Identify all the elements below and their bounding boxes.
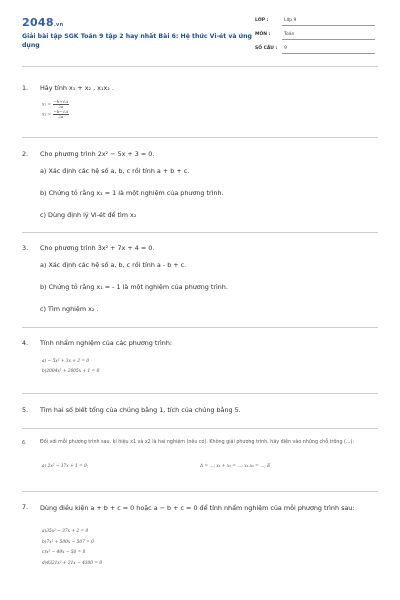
sub-question-a: a) Xác định các hệ số a, b, c rồi tính a - b + c.: [40, 261, 187, 269]
sub-question-b: b) Chứng tỏ rằng x₁ = 1 là một nghiệm của phương trình.: [40, 189, 224, 197]
sub-question-c: c) Dùng định lý Vi-ét để tìm x₂: [40, 211, 137, 219]
equation: d)4321x² + 21x − 4300 = 0: [42, 560, 103, 566]
fraction: [53, 110, 70, 119]
question-number: 1.: [22, 84, 29, 92]
question-text: Dùng điều kiện a + b + c = 0 hoặc a − b + c = 0 để tính nhẩm nghiệm của mỗi phương trình sau:: [40, 504, 355, 512]
formula-label: x₂ =: [42, 112, 52, 118]
logo-text: 2048: [22, 16, 54, 29]
meta-row-subject: [255, 29, 375, 43]
meta-info: [255, 15, 375, 57]
formula-label: x₁ =: [42, 102, 52, 108]
question-text: Đối với mỗi phương trình sau, kí hiệu x1 và x2 là hai nghiệm (nếu có). Không giải phương trình, hãy điền vào những chỗ trống (...):: [40, 440, 354, 445]
section-divider: [22, 232, 378, 233]
meta-underline: [282, 25, 375, 26]
question-number: 7.: [22, 503, 29, 511]
equation: b)2004x² + 2005x + 1 = 0: [42, 369, 100, 374]
question-text: Tính nhẩm nghiệm của các phương trình:: [40, 339, 173, 347]
equation: c)x² − 49x − 50 = 0: [42, 550, 86, 555]
document-header: [0, 0, 400, 64]
meta-key: LỚP :: [255, 18, 269, 23]
site-logo[interactable]: [22, 16, 63, 29]
question-number: 2.: [22, 150, 29, 158]
meta-key: MÔN :: [255, 32, 271, 37]
meta-underline: [282, 53, 375, 54]
sub-question-a: a) Xác định các hệ số a, b, c rồi tính a + b + c.: [40, 167, 190, 175]
question-number: 6.: [22, 441, 27, 446]
header-divider: [22, 66, 378, 67]
section-divider: [22, 137, 378, 138]
question-number: 4.: [22, 339, 29, 347]
equation: a) − 5x² + 3x + 2 = 0: [42, 359, 90, 364]
fraction: [53, 100, 70, 109]
section-divider: [22, 428, 378, 429]
section-divider: [22, 393, 378, 394]
meta-value: 9: [284, 46, 287, 51]
fill-in-blanks: Δ = ...; x₁ + x₂ = ...; x₁.x₂ = ...; E: [200, 464, 271, 469]
question-number: 3.: [22, 244, 29, 252]
question-text: Hãy tính x₁ + x₂ , x₁x₂ .: [40, 84, 114, 92]
sub-question-c: c) Tìm nghiệm x₂ .: [40, 305, 99, 313]
meta-row-class: [255, 15, 375, 29]
question-text: Cho phương trình 2x² − 5x + 3 = 0.: [40, 150, 155, 158]
meta-key: SỐ CÂU :: [255, 46, 278, 51]
meta-underline: [282, 39, 375, 40]
question-text: Tìm hai số biết tổng của chúng bằng 1, tích của chúng bằng 5.: [40, 406, 241, 414]
fraction-denominator: 2a: [58, 114, 64, 119]
sub-question-b: b) Chứng tỏ rằng x₁ = - 1 là một nghiệm của phương trình.: [40, 283, 228, 291]
formula-x2: [42, 110, 378, 120]
meta-row-count: [255, 43, 375, 57]
logo-suffix: .vn: [53, 22, 64, 28]
section-divider: [22, 491, 378, 492]
question-number: 5.: [22, 406, 29, 414]
question-text: Cho phương trình 3x² + 7x + 4 = 0.: [40, 244, 155, 252]
equation: a)35x² − 37x + 2 = 0: [42, 529, 89, 534]
section-divider: [22, 327, 378, 328]
fraction-denominator: 2a: [58, 104, 64, 109]
fill-in-row: [40, 463, 378, 473]
fraction-numerator: −b−√Δ: [53, 109, 69, 114]
equation: b)7x² + 500x − 507 = 0: [42, 539, 94, 545]
fraction-numerator: −b+√Δ: [53, 99, 69, 104]
meta-value: Toán: [284, 32, 295, 37]
document-title: Giải bài tập SGK Toán 9 tập 2 hay nhất Bài 6: Hệ thức Vi-ét và ứng dụng: [22, 33, 252, 49]
equation: a) 2x² − 17x + 1 = 0;: [42, 464, 89, 469]
formula-x1: [42, 100, 378, 110]
meta-value: Lớp 9: [284, 18, 297, 23]
